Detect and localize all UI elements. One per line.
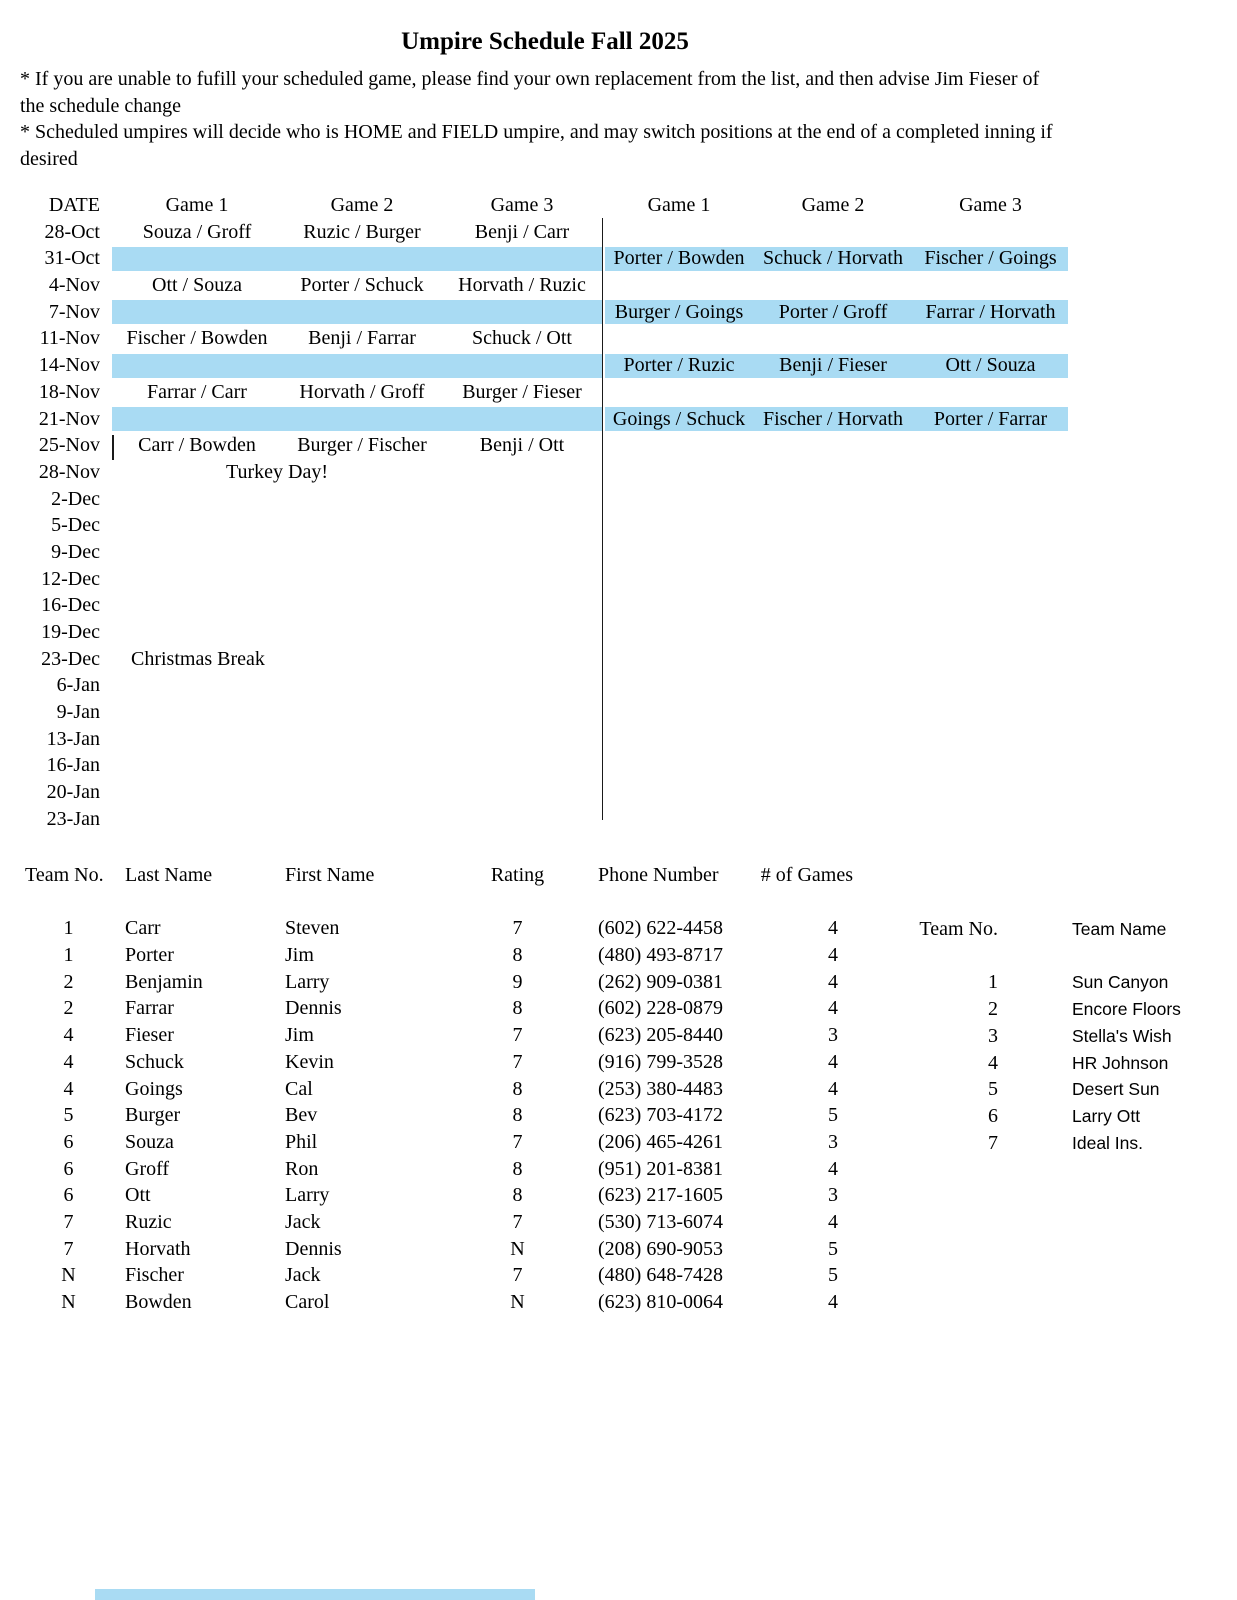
roster-row: [0, 1236, 900, 1263]
team-no-header: Team No.: [919, 918, 998, 940]
game-cell: Farrar / Horvath: [925, 300, 1056, 323]
date-label: 16-Jan: [46, 754, 100, 777]
schedule-row: [0, 379, 1237, 406]
cell-marker: [112, 435, 114, 460]
schedule-row: [0, 672, 1237, 699]
first-name-cell: Jim: [285, 944, 314, 967]
highlight-left: [112, 407, 602, 431]
roster-column-header: Last Name: [125, 864, 213, 886]
left-game-header: Game 3: [490, 194, 554, 216]
roster-column-header: # of Games: [760, 864, 853, 886]
first-name-cell: Ron: [285, 1157, 319, 1180]
rating-cell: N: [510, 1291, 525, 1313]
game-cell: Benji / Fieser: [779, 354, 887, 377]
game-cell: Ott / Souza: [152, 274, 242, 297]
roster-spacer-row: [0, 889, 900, 916]
date-label: 20-Jan: [46, 781, 100, 804]
team-no-cell: 1: [63, 917, 74, 940]
team-row: [0, 1076, 1237, 1103]
schedule-row: [0, 752, 1237, 779]
game-cell: Schuck / Ott: [472, 327, 572, 350]
game-cell: Ott / Souza: [945, 354, 1036, 377]
roster-column-header: First Name: [285, 864, 375, 886]
schedule-row: [0, 619, 1237, 646]
games-cell: 4: [828, 1157, 838, 1180]
team-row: [0, 1023, 1237, 1050]
team-name-cell: Encore Floors: [1072, 999, 1181, 1020]
game-cell: Farrar / Carr: [147, 380, 247, 403]
team-row: [0, 996, 1237, 1023]
last-name-cell: Fischer: [125, 1264, 184, 1287]
games-cell: 5: [828, 1104, 838, 1127]
schedule-row: [0, 219, 1237, 246]
game-cell: Fischer / Horvath: [763, 407, 903, 430]
date-label: 23-Jan: [46, 807, 100, 830]
date-column-header: DATE: [48, 194, 100, 216]
phone-cell: (480) 493-8717: [598, 944, 723, 967]
roster-header-row: [0, 862, 900, 889]
date-label: 21-Nov: [38, 407, 100, 430]
game-cell: Porter / Groff: [778, 300, 888, 323]
break-note: Christmas Break: [131, 647, 265, 670]
team-row: [0, 969, 1237, 996]
games-cell: 4: [828, 944, 838, 967]
team-name-cell: Larry Ott: [1072, 1105, 1141, 1126]
date-label: 19-Dec: [41, 621, 100, 643]
schedule-row: [0, 325, 1237, 352]
roster-row: [0, 1262, 900, 1289]
team-name-cell: Stella's Wish: [1072, 1025, 1172, 1046]
team-no-cell: 2: [988, 998, 998, 1021]
game-cell: Benji / Ott: [479, 434, 565, 457]
highlight-strip: [95, 1589, 535, 1600]
first-name-cell: Jack: [285, 1264, 321, 1287]
schedule-header-row: [0, 192, 1237, 219]
date-label: 28-Nov: [38, 460, 100, 483]
team-no-cell: 4: [63, 1024, 74, 1047]
first-name-cell: Jim: [285, 1024, 314, 1047]
schedule-row: [0, 779, 1237, 806]
team-no-cell: N: [61, 1264, 76, 1287]
phone-cell: (253) 380-4483: [598, 1077, 723, 1100]
phone-cell: (623) 703-4172: [598, 1104, 723, 1127]
date-label: 31-Oct: [44, 247, 100, 270]
first-name-cell: Dennis: [285, 997, 342, 1020]
note-replacement: * If you are unable to fufill your scheduled game, please find your own replacement from the list, and then advise Jim Fieser of the schedule change: [20, 68, 1040, 117]
team-no-cell: 7: [988, 1131, 998, 1154]
rating-cell: 9: [512, 970, 523, 993]
first-name-cell: Phil: [285, 1130, 318, 1153]
last-name-cell: Fieser: [125, 1024, 174, 1047]
team-no-cell: N: [61, 1291, 76, 1313]
schedule-row: [0, 806, 1237, 833]
game-cell: Horvath / Ruzic: [458, 274, 586, 297]
roster-row: [0, 1289, 900, 1316]
team-no-cell: 3: [988, 1024, 998, 1047]
last-name-cell: Porter: [125, 944, 174, 967]
team-row: [0, 1050, 1237, 1077]
phone-cell: (602) 622-4458: [598, 917, 723, 940]
phone-cell: (530) 713-6074: [598, 1210, 723, 1233]
page-title: Umpire Schedule Fall 2025: [401, 28, 689, 55]
team-no-cell: 2: [63, 970, 74, 993]
schedule-row: [0, 406, 1237, 433]
last-name-cell: Bowden: [125, 1291, 192, 1313]
rating-cell: 8: [512, 1157, 523, 1180]
rating-cell: 7: [512, 1024, 523, 1047]
date-label: 23-Dec: [41, 647, 100, 670]
first-name-cell: Larry: [285, 970, 330, 993]
team-no-cell: 7: [63, 1210, 74, 1233]
first-name-cell: Dennis: [285, 1237, 342, 1260]
team-no-cell: 5: [988, 1078, 998, 1101]
schedule-row: [0, 726, 1237, 753]
last-name-cell: Burger: [125, 1104, 181, 1127]
teams-table: [0, 916, 1237, 1176]
last-name-cell: Farrar: [125, 997, 174, 1020]
team-row: [0, 1103, 1237, 1130]
date-label: 6-Jan: [56, 674, 100, 697]
game-cell: Porter / Farrar: [933, 407, 1048, 430]
schedule-row: [0, 272, 1237, 299]
game-cell: Porter / Schuck: [300, 274, 424, 297]
team-no-cell: 2: [63, 997, 74, 1020]
phone-cell: (623) 217-1605: [598, 1184, 723, 1207]
team-row: [0, 1130, 1237, 1157]
rating-cell: N: [510, 1237, 525, 1260]
first-name-cell: Bev: [285, 1104, 318, 1127]
last-name-cell: Groff: [125, 1157, 170, 1180]
game-cell: Benji / Farrar: [308, 327, 416, 350]
games-cell: 4: [828, 917, 838, 940]
game-cell: Fischer / Goings: [924, 247, 1057, 270]
team-name-cell: Ideal Ins.: [1072, 1132, 1144, 1153]
highlight-left: [112, 247, 602, 271]
phone-cell: (208) 690-9053: [598, 1237, 723, 1260]
phone-cell: (951) 201-8381: [598, 1157, 723, 1180]
games-cell: 3: [828, 1130, 838, 1153]
phone-cell: (206) 465-4261: [598, 1130, 723, 1153]
game-cell: Souza / Groff: [142, 220, 252, 243]
date-label: 7-Nov: [48, 300, 100, 323]
games-cell: 4: [828, 997, 838, 1020]
last-name-cell: Horvath: [125, 1237, 191, 1260]
phone-cell: (623) 205-8440: [598, 1024, 723, 1047]
date-label: 13-Jan: [46, 727, 100, 750]
rating-cell: 8: [512, 944, 523, 967]
highlight-left: [112, 300, 602, 324]
last-name-cell: Goings: [125, 1077, 183, 1100]
schedule-row: [0, 646, 1237, 673]
game-cell: Benji / Carr: [474, 220, 570, 243]
notes-block: [20, 66, 1065, 172]
date-label: 12-Dec: [41, 567, 100, 590]
team-name-cell: Desert Sun: [1072, 1079, 1160, 1100]
rating-cell: 7: [512, 1050, 523, 1073]
date-label: 2-Dec: [51, 487, 100, 510]
date-label: 16-Dec: [41, 594, 100, 617]
team-no-cell: 1: [988, 971, 998, 994]
phone-cell: (262) 909-0381: [598, 970, 723, 993]
team-no-cell: 4: [63, 1050, 74, 1073]
date-label: 4-Nov: [48, 274, 100, 297]
roster-column-header: Rating: [490, 864, 545, 886]
rating-cell: 7: [512, 1210, 523, 1233]
right-game-header: Game 3: [959, 194, 1022, 216]
phone-cell: (623) 810-0064: [598, 1291, 723, 1313]
schedule-row: [0, 459, 1237, 486]
date-label: 25-Nov: [38, 434, 100, 457]
schedule-row: [0, 699, 1237, 726]
schedule-row: [0, 539, 1237, 566]
team-name-cell: HR Johnson: [1072, 1052, 1169, 1073]
game-cell: Burger / Fieser: [462, 380, 582, 403]
date-label: 9-Dec: [51, 540, 100, 563]
team-name-header: Team Name: [1072, 919, 1167, 939]
games-cell: 4: [828, 1291, 838, 1313]
date-label: 28-Oct: [44, 220, 100, 243]
schedule-section-divider: [602, 218, 603, 820]
games-cell: 4: [828, 1210, 838, 1233]
left-game-header: Game 1: [165, 194, 229, 216]
game-cell: Porter / Bowden: [613, 247, 745, 270]
rating-cell: 8: [512, 997, 523, 1020]
first-name-cell: Carol: [285, 1291, 330, 1313]
last-name-cell: Schuck: [125, 1050, 184, 1073]
roster-row: [0, 1182, 900, 1209]
games-cell: 3: [828, 1184, 838, 1207]
holiday-note: Turkey Day!: [225, 460, 329, 483]
rating-cell: 8: [512, 1077, 523, 1100]
game-cell: Schuck / Horvath: [763, 247, 903, 270]
teams-header-row: [0, 916, 1237, 943]
team-no-cell: 5: [63, 1104, 74, 1127]
phone-cell: (916) 799-3528: [598, 1050, 723, 1073]
date-label: 14-Nov: [38, 354, 100, 377]
first-name-cell: Steven: [285, 917, 340, 940]
schedule-row: [0, 352, 1237, 379]
games-cell: 3: [828, 1024, 838, 1047]
team-no-cell: 6: [63, 1157, 74, 1180]
first-name-cell: Jack: [285, 1210, 321, 1233]
game-cell: Porter / Ruzic: [623, 354, 735, 377]
team-no-cell: 4: [988, 1051, 998, 1074]
game-cell: Carr / Bowden: [138, 434, 256, 457]
phone-cell: (602) 228-0879: [598, 997, 723, 1020]
rating-cell: 7: [512, 1264, 523, 1287]
left-game-header: Game 2: [330, 194, 394, 216]
first-name-cell: Kevin: [285, 1050, 334, 1073]
game-cell: Fischer / Bowden: [126, 327, 268, 350]
schedule-row: [0, 486, 1237, 513]
team-name-cell: Sun Canyon: [1072, 972, 1169, 993]
note-positions: * Scheduled umpires will decide who is HOME and FIELD umpire, and may switch positions at the end of a completed inning if desired: [20, 121, 1053, 170]
games-cell: 4: [828, 970, 838, 993]
schedule-row: [0, 592, 1237, 619]
game-cell: Ruzic / Burger: [303, 220, 421, 243]
schedule-row: [0, 245, 1237, 272]
roster-column-header: Team No.: [25, 864, 104, 886]
last-name-cell: Ott: [125, 1184, 151, 1207]
games-cell: 4: [828, 1050, 838, 1073]
first-name-cell: Cal: [285, 1077, 313, 1100]
rating-cell: 8: [512, 1104, 523, 1127]
rating-cell: 7: [512, 917, 523, 940]
last-name-cell: Ruzic: [125, 1210, 172, 1233]
team-no-cell: 6: [63, 1130, 74, 1153]
team-no-cell: 6: [988, 1104, 998, 1127]
game-cell: Horvath / Groff: [299, 380, 425, 403]
date-label: 9-Jan: [56, 701, 100, 724]
date-label: 18-Nov: [38, 380, 100, 403]
date-label: 11-Nov: [39, 327, 100, 350]
team-no-cell: 1: [63, 944, 74, 967]
game-cell: Goings / Schuck: [612, 407, 746, 430]
roster-row: [0, 1209, 900, 1236]
schedule-row: [0, 432, 1237, 459]
rating-cell: 8: [512, 1184, 523, 1207]
right-game-header: Game 2: [801, 194, 865, 216]
first-name-cell: Larry: [285, 1184, 330, 1207]
game-cell: Burger / Goings: [614, 300, 744, 323]
team-no-cell: 4: [63, 1077, 74, 1100]
last-name-cell: Carr: [125, 917, 161, 940]
team-no-cell: 7: [63, 1237, 74, 1260]
games-cell: 4: [828, 1077, 838, 1100]
games-cell: 5: [828, 1237, 838, 1260]
schedule-row: [0, 299, 1237, 326]
rating-cell: 7: [512, 1130, 523, 1153]
schedule-row: [0, 512, 1237, 539]
schedule-table: [0, 192, 1237, 833]
game-cell: Burger / Fischer: [297, 434, 427, 457]
last-name-cell: Souza: [125, 1130, 174, 1153]
schedule-row: [0, 566, 1237, 593]
games-cell: 5: [828, 1264, 838, 1287]
team-no-cell: 6: [63, 1184, 74, 1207]
right-game-header: Game 1: [647, 194, 711, 216]
date-label: 5-Dec: [51, 514, 100, 537]
highlight-left: [112, 354, 602, 378]
roster-column-header: Phone Number: [598, 864, 719, 886]
last-name-cell: Benjamin: [125, 970, 203, 993]
phone-cell: (480) 648-7428: [598, 1264, 723, 1287]
